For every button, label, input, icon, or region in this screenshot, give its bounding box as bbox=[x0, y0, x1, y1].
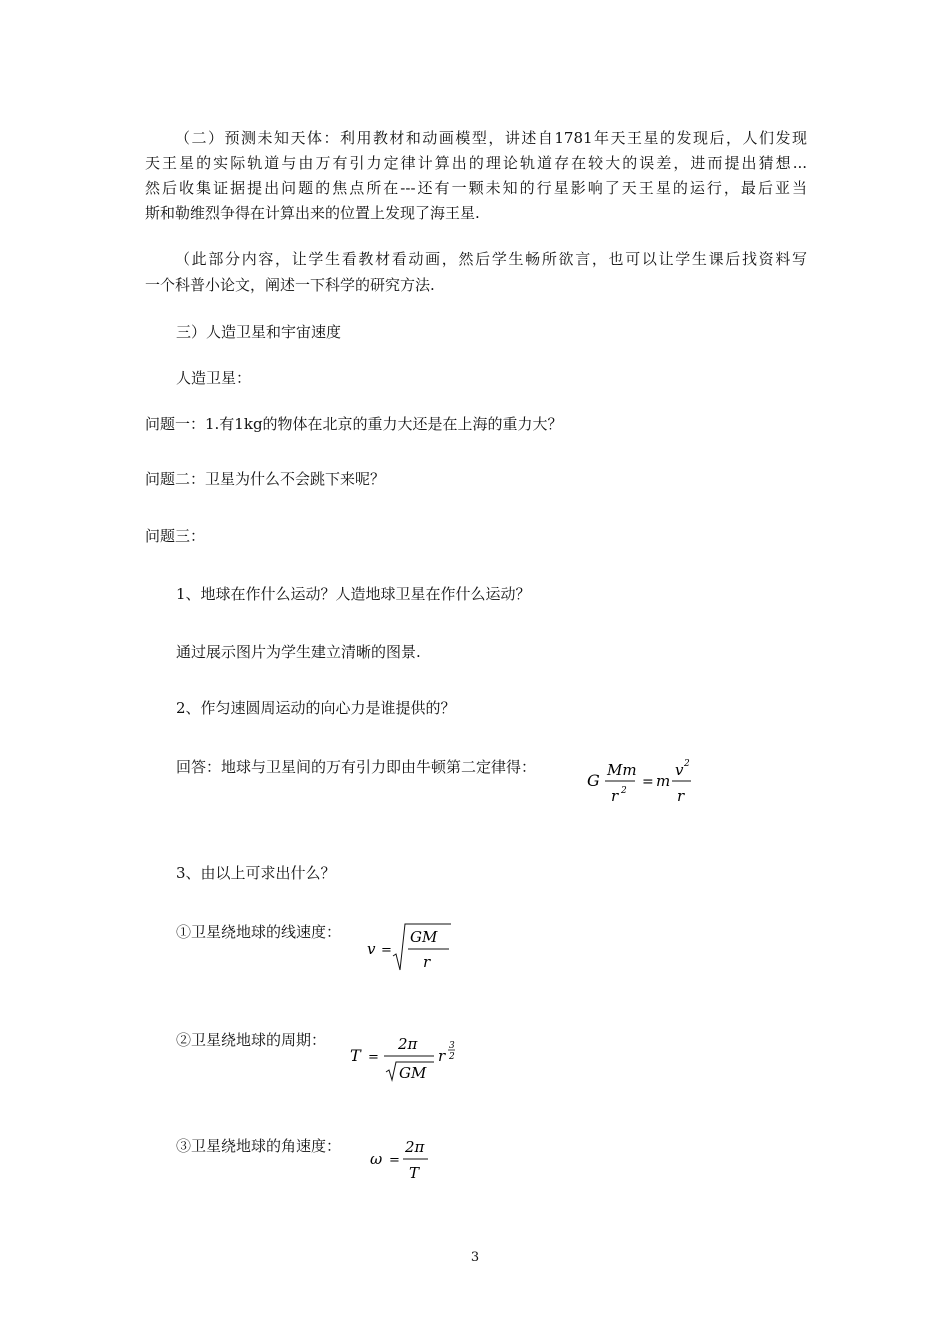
angular-velocity-formula bbox=[368, 1132, 438, 1188]
f3-exp-den: 2 bbox=[449, 1052, 455, 1062]
f1-v: v bbox=[675, 761, 684, 779]
f4-t: T bbox=[409, 1164, 420, 1182]
question-3: 问题三： bbox=[145, 527, 206, 545]
linear-velocity-formula bbox=[365, 920, 460, 980]
question-3-item-1-note: 通过展示图片为学生建立清晰的图景. bbox=[176, 643, 421, 661]
f2-eq: = bbox=[381, 943, 392, 958]
angular-velocity-label: ③卫星绕地球的角速度： bbox=[176, 1137, 342, 1155]
satellite-heading: 人造卫星： bbox=[176, 369, 252, 387]
f2-r: r bbox=[423, 953, 431, 971]
f1-r-den: r bbox=[677, 787, 685, 805]
f1-r: r bbox=[611, 787, 619, 805]
f4-omega: ω bbox=[370, 1150, 383, 1168]
f1-eq: = bbox=[642, 774, 654, 790]
answer-text: 回答：地球与卫星间的万有引力即由牛顿第二定律得： bbox=[176, 758, 537, 776]
question-3-item-3: 3、由以上可求出什么？ bbox=[176, 864, 336, 882]
question-2: 问题二：卫星为什么不会跳下来呢？ bbox=[145, 470, 386, 488]
f3-r: r bbox=[438, 1047, 446, 1065]
f1-exp: 2 bbox=[621, 786, 627, 796]
paragraph-2-line-1: （此部分内容，让学生看教材看动画，然后学生畅所欲言，也可以让学生课后找资料写 bbox=[175, 250, 807, 268]
paragraph-1-line-3: 然后收集证据提出问题的焦点所在---还有一颗未知的行星影响了天王星的运行，最后亚当 bbox=[145, 179, 807, 197]
paragraph-2-line-2: 一个科普小论文，阐述一下科学的研究方法. bbox=[145, 276, 435, 294]
f1-g: G bbox=[587, 771, 600, 790]
f4-two-pi: 2π bbox=[405, 1138, 425, 1156]
f3-t: T bbox=[350, 1046, 361, 1065]
question-1: 问题一：1.有1kg的物体在北京的重力大还是在上海的重力大？ bbox=[145, 415, 563, 433]
linear-velocity-label: ①卫星绕地球的线速度： bbox=[176, 923, 342, 941]
period-formula bbox=[348, 1028, 468, 1088]
f4-eq: = bbox=[389, 1153, 400, 1168]
page-number: 3 bbox=[470, 1250, 480, 1265]
f3-two-pi: 2π bbox=[398, 1035, 418, 1053]
f3-gm: GM bbox=[399, 1064, 427, 1082]
f1-m: m bbox=[656, 772, 671, 790]
question-3-item-2: 2、作匀速圆周运动的向心力是谁提供的？ bbox=[176, 699, 456, 717]
paragraph-1-line-4: 斯和勒维烈争得在计算出来的位置上发现了海王星. bbox=[145, 204, 480, 222]
paragraph-1-line-1: （二）预测未知天体：利用教材和动画模型，讲述自1781年天王星的发现后，人们发现 bbox=[175, 129, 807, 147]
paragraph-1-line-2: 天王星的实际轨道与由万有引力定律计算出的理论轨道存在较大的误差，进而提出猜想... bbox=[145, 154, 807, 172]
question-3-item-1: 1、地球在作什么运动？人造地球卫星在作什么运动？ bbox=[176, 585, 531, 603]
section-heading: 三）人造卫星和宇宙速度 bbox=[176, 323, 342, 341]
gravity-formula bbox=[585, 752, 705, 812]
f2-v: v bbox=[367, 940, 376, 958]
f2-gm: GM bbox=[410, 928, 438, 946]
f1-v-exp: 2 bbox=[684, 759, 690, 769]
f3-eq: = bbox=[368, 1050, 379, 1065]
f3-exp-num: 3 bbox=[449, 1041, 455, 1051]
f1-mm: Mm bbox=[607, 761, 637, 779]
period-label: ②卫星绕地球的周期： bbox=[176, 1031, 327, 1049]
